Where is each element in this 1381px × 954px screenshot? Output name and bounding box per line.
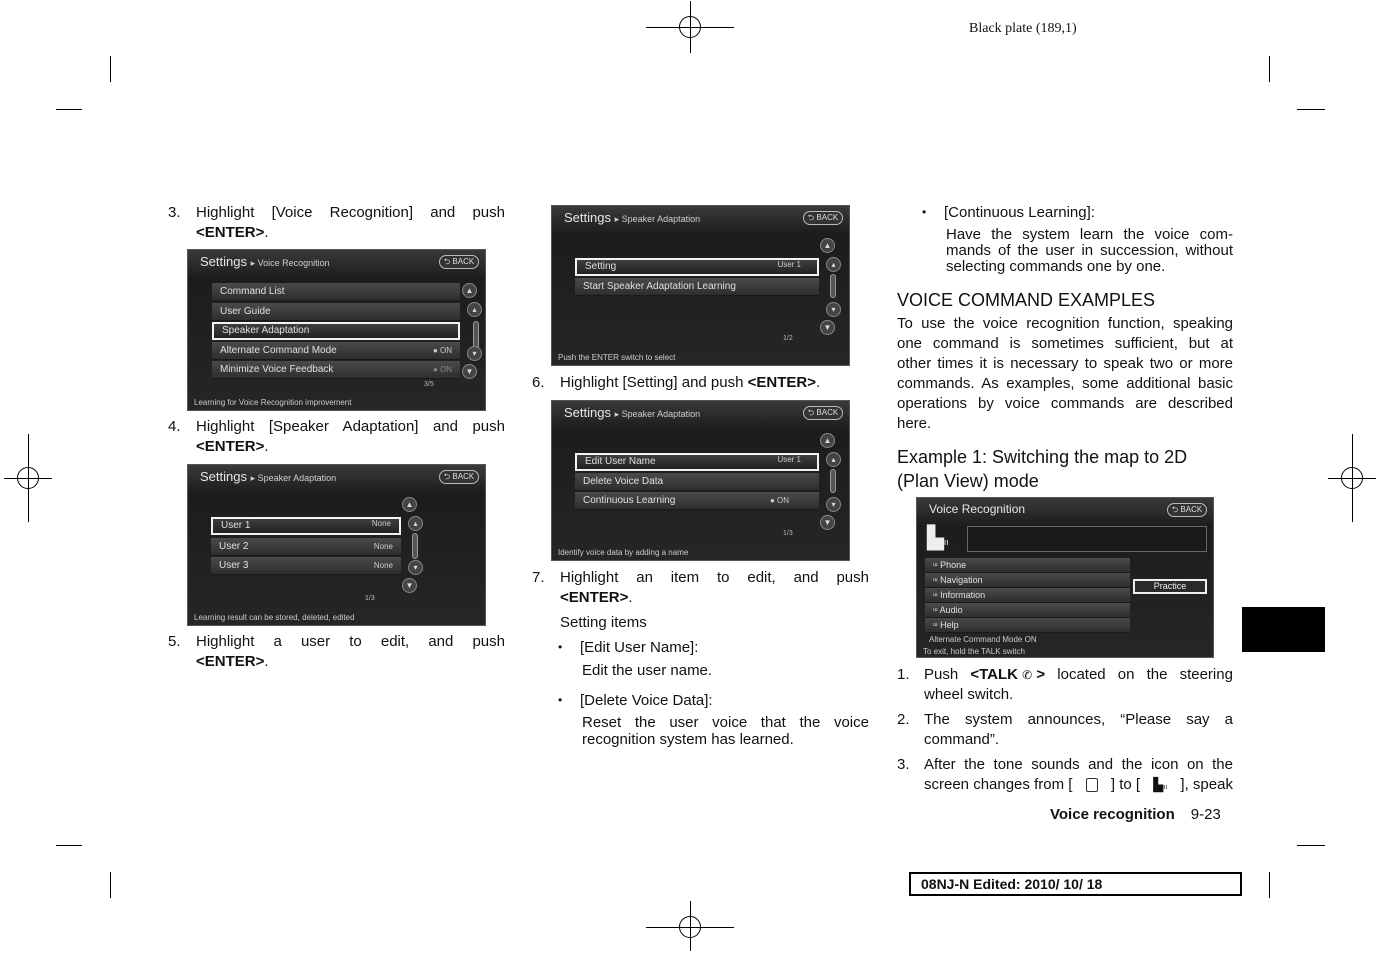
page-up-button[interactable]: ▴ [408,516,423,531]
registration-mark [6,456,50,500]
start-speaker-adaptation-learning-item[interactable]: Start Speaker Adaptation Learning [575,278,819,296]
step-1: 1. Push <TALK ✆ > located on the steering wheel switch. [897,666,1233,703]
step-4: 4. Highlight [Speaker Adaptation] and push <ENTER>. [168,418,505,455]
scroll-down-button[interactable]: ▼ [402,578,417,593]
registration-mark [668,5,712,49]
scrollbar[interactable] [830,469,836,493]
delete-voice-data-desc-2: recognition system has learned. [582,731,794,748]
page-down-button[interactable]: ▾ [467,346,482,361]
step-3-col3: 3. After the tone sounds and the icon on the screen changes from [ ] to [ ▙ıı ], speak [897,755,1233,798]
scrollbar[interactable] [412,533,418,559]
talk-speaking-icon: ▙ıı [1153,777,1168,792]
user-1-item[interactable]: User 1 None [211,517,401,535]
edit-user-name-desc: Edit the user name. [582,662,713,679]
back-button[interactable]: ⮌ BACK [439,470,479,484]
crop-mark [56,845,82,846]
page-up-button[interactable]: ▴ [467,302,482,317]
edit-user-name-title: [Edit User Name]: [580,639,699,656]
user-2-item[interactable]: User 2 None [211,538,401,556]
back-button[interactable]: ⮌ BACK [803,211,843,225]
step-4-text: Highlight [Speaker Adaptation] and push [196,418,505,435]
edited-stamp: 08NJ-N Edited: 2010/ 10/ 18 [909,872,1242,896]
voice-item-information[interactable]: ᵚ Information [925,588,1130,603]
step-7-text: Highlight an item to edit, and push [560,569,869,586]
crop-mark [1297,109,1325,110]
delete-voice-data-item[interactable]: Delete Voice Data [575,473,819,491]
registration-mark [1330,456,1374,500]
screen-voice-recognition-menu: Voice Recognition ⮌ BACK ▙ıı ᵚ Phone ᵚ Navigation ᵚ Information ᵚ Audio ᵚ Help Practice Alternate Command Mode ON To exit, hold the TALK switch [916,497,1214,658]
crop-mark [110,56,111,82]
talk-speaking-icon: ▙ıı [927,525,949,550]
continuous-learning-title: [Continuous Learning]: [944,204,1095,221]
scrollbar[interactable] [830,274,836,298]
menu-item-speaker-adaptation[interactable]: Speaker Adaptation [212,322,460,340]
scroll-down-button[interactable]: ▼ [462,364,477,379]
continuous-learning-desc-1: Have the system learn the voice com- [946,226,1233,243]
page-down-button[interactable]: ▾ [826,497,841,512]
scroll-down-button[interactable]: ▼ [820,320,835,335]
voice-input-display [967,526,1207,552]
continuous-learning-item[interactable]: Continuous Learning ● ON [575,492,819,510]
step-3-text: Highlight [Voice Recognition] and push [196,204,505,221]
delete-voice-data-desc-1: Reset the user voice that the voice [582,714,869,731]
screen-speaker-adaptation-users: Settings ▸ Speaker Adaptation ⮌ BACK User 1 None User 2 None User 3 None 1/3 ▲ ▴ ▾ ▼ Learning result can be stored, deleted, edited [187,464,486,626]
talk-standby-icon [1086,778,1098,792]
scroll-up-button[interactable]: ▲ [820,238,835,253]
menu-item-alternate-command-mode[interactable]: Alternate Command Mode ● ON [212,342,460,360]
scroll-down-button[interactable]: ▼ [820,515,835,530]
section-heading: VOICE COMMAND EXAMPLES [897,290,1156,310]
bullet: • [922,205,927,219]
crop-mark [1297,845,1325,846]
plate-label: Black plate (189,1) [969,21,1077,36]
registration-mark [668,905,712,949]
continuous-learning-desc-2: mands of the user in succession, without [946,242,1233,259]
intro-paragraph: To use the voice recognition function, speaking one command is sometimes sufficient, but at other times it is necessary to speak two or more commands. As examples, some additional basic operations by voice commands are described here. [897,315,1233,432]
voice-item-phone[interactable]: ᵚ Phone [925,558,1130,573]
step-5-text: Highlight a user to edit, and push [196,633,505,650]
crop-mark [1269,872,1270,898]
menu-item-minimize-voice-feedback[interactable]: Minimize Voice Feedback ● ON [212,361,460,379]
user-3-item[interactable]: User 3 None [211,557,401,575]
practice-button[interactable]: Practice [1133,579,1207,594]
crop-mark [56,109,82,110]
continuous-learning-desc-3: selecting commands one by one. [946,258,1166,275]
step-7: 7. Highlight an item to edit, and push <ENTER>. [532,569,869,606]
edit-user-name-item[interactable]: Edit User Name User 1 [575,453,819,471]
screen-speaker-adaptation-setting: Settings ▸ Speaker Adaptation ⮌ BACK Setting User 1 Start Speaker Adaptation Learning 1/2 ▲ ▴ ▾ ▼ Push the ENTER switch to select [551,205,850,366]
page-footer: Voice recognition 9-23 [1050,806,1221,823]
screen-speaker-adaptation-edit: Settings ▸ Speaker Adaptation ⮌ BACK Edit User Name User 1 Delete Voice Data Continuous Learning ● ON 1/3 ▲ ▴ ▾ ▼ Identify voice data by adding a name [551,400,850,561]
back-button[interactable]: ⮌ BACK [1167,503,1207,517]
screen-voice-recognition-settings: Settings ▸ Voice Recognition ⮌ BACK Command List User Guide Speaker Adaptation Alternate Command Mode ● ON Minimize Voice Feedback ● ON 3/5 ▲ ▴ ▾ ▼ Learning for Voice Recognition improvement [187,249,486,411]
setting-items-label: Setting items [560,614,647,631]
voice-item-help[interactable]: ᵚ Help [925,618,1130,633]
scroll-up-button[interactable]: ▲ [820,433,835,448]
talk-icon: ✆ [1022,668,1033,682]
step-3: 3. Highlight [Voice Recognition] and push <ENTER>. [168,204,505,241]
step-2: 2. The system announces, “Please say a command”. [897,711,1233,748]
menu-item-command-list[interactable]: Command List [212,283,460,301]
step-5: 5. Highlight a user to edit, and push <ENTER>. [168,633,505,670]
back-button[interactable]: ⮌ BACK [439,255,479,269]
page-down-button[interactable]: ▾ [826,302,841,317]
voice-item-audio[interactable]: ᵚ Audio [925,603,1130,618]
status-text: Alternate Command Mode ON [929,635,1037,644]
page-up-button[interactable]: ▴ [826,452,841,467]
bullet: • [558,640,563,654]
scroll-up-button[interactable]: ▲ [462,283,477,298]
step-6: 6. Highlight [Setting] and push <ENTER>. [532,374,821,391]
scroll-up-button[interactable]: ▲ [402,497,417,512]
example-heading: Example 1: Switching the map to 2D (Plan View) mode [897,447,1188,491]
delete-voice-data-title: [Delete Voice Data]: [580,692,713,709]
crop-mark [110,872,111,898]
voice-item-navigation[interactable]: ᵚ Navigation [925,573,1130,588]
setting-item[interactable]: Setting User 1 [575,258,819,276]
back-button[interactable]: ⮌ BACK [803,406,843,420]
menu-item-user-guide[interactable]: User Guide [212,303,460,321]
page-up-button[interactable]: ▴ [826,257,841,272]
crop-mark [1269,56,1270,82]
page-down-button[interactable]: ▾ [408,560,423,575]
bullet: • [558,693,563,707]
section-tab [1242,607,1325,652]
